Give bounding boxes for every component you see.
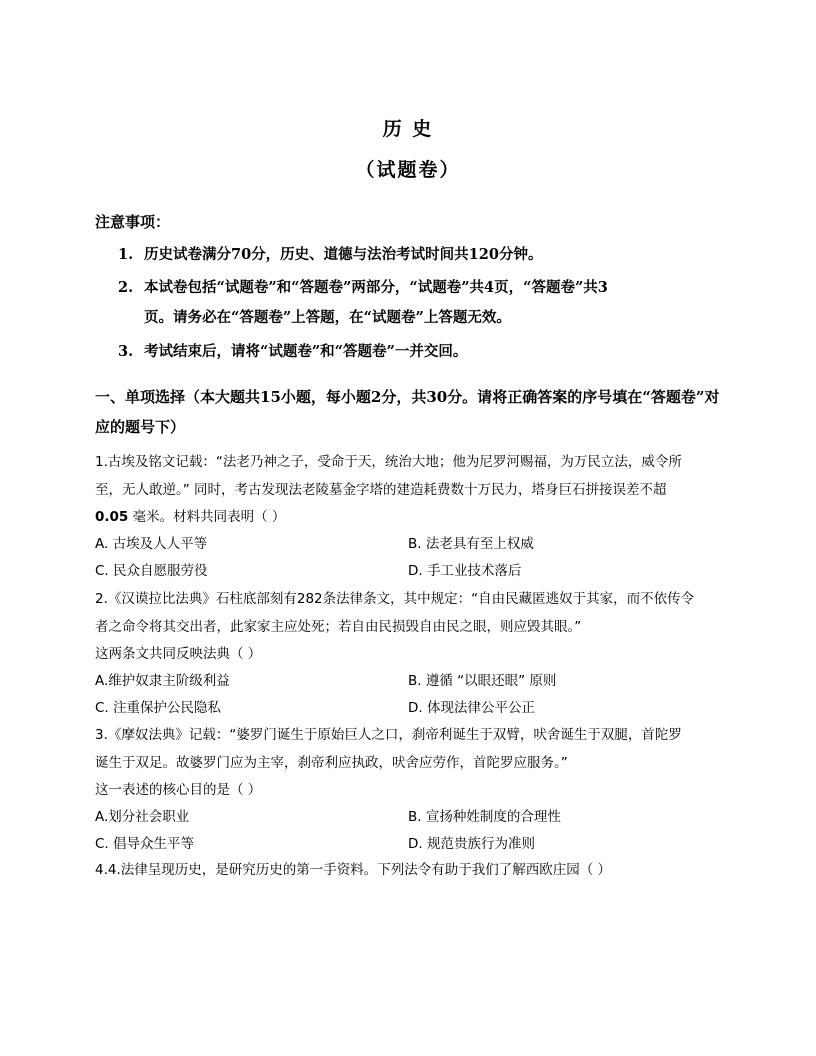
stem-line <box>95 504 725 532</box>
stem-line: 4.4.法律呈现历史，是研究历史的第一手资料。下列法令有助于我们了解西欧庄园（ ） <box>95 862 612 878</box>
question-3-stem <box>95 722 725 805</box>
stem-text: 毫米。材料共同表明（ ） <box>128 509 286 525</box>
stem-line: 2.《汉谟拉比法典》石柱底部刻有282条法律条文，其中规定：“自由民藏匿逃奴于其家，而不依传令 <box>95 591 695 607</box>
option-c[interactable]: C. 民众自愿服劳役 <box>95 563 208 579</box>
option-d[interactable]: D. 手工业技术落后 <box>408 563 522 579</box>
question-2-stem <box>95 586 725 669</box>
note-text: 历史试卷满分70分，历史、道德与法治考试时间共120分钟。 <box>144 246 543 263</box>
note-number: 1. <box>118 246 134 263</box>
question-1-stem <box>95 449 725 532</box>
options-row <box>95 695 725 722</box>
option-b[interactable]: B. 遵循 “以眼还眼” 原则 <box>408 673 557 689</box>
stem-line: 这一表述的核心目的是（ ） <box>95 782 262 798</box>
option-b[interactable]: B. 法老具有至上权威 <box>408 536 534 552</box>
stem-line: 1.古埃及铭文记载：“法老乃神之子，受命于天，统治大地；他为尼罗河赐福，为万民立法，威令所 <box>95 454 682 470</box>
option-a[interactable]: A.维护奴隶主阶级利益 <box>95 673 230 689</box>
question-4-stem <box>95 857 725 885</box>
option-a[interactable]: A. 古埃及人人平等 <box>95 536 208 552</box>
option-b[interactable]: B. 宣扬种姓制度的合理性 <box>408 809 561 825</box>
option-c[interactable]: C. 注重保护公民隐私 <box>95 700 222 716</box>
note-item <box>118 273 738 333</box>
stem-line: 3.《摩奴法典》记载：“婆罗门诞生于原始巨人之口，刹帝利诞生于双臂，吠舍诞生于双腿，首陀罗 <box>95 727 682 743</box>
note-item <box>118 240 738 270</box>
section-heading: 一、单项选择（本大题共15小题，每小题2分，共30分。请将正确答案的序号填在“答题卷”对应的题号下） <box>95 388 720 436</box>
stem-line: 者之命令将其交出者，此家家主应处死；若自由民损毁自由民之眼，则应毁其眼。” <box>95 618 582 635</box>
options-row <box>95 831 725 858</box>
notes-heading: 注意事项： <box>95 213 171 231</box>
note-item <box>118 337 738 367</box>
stem-number: 0.05 <box>95 509 129 525</box>
stem-line: 诞生于双足。故婆罗门应为主宰，刹帝利应执政，吠舍应劳作，首陀罗应服务。” <box>95 754 568 771</box>
option-a[interactable]: A.划分社会职业 <box>95 809 190 825</box>
options-row <box>95 558 725 585</box>
options-row <box>95 531 725 558</box>
option-c[interactable]: C. 倡导众生平等 <box>95 836 195 852</box>
page-title: 历 史 <box>382 118 434 140</box>
note-number: 3. <box>118 343 134 360</box>
note-text-continued: 页。请务必在“答题卷”上答题，在“试题卷”上答题无效。 <box>144 309 511 326</box>
option-d[interactable]: D. 体现法律公平公正 <box>408 700 535 716</box>
stem-line: 这两条文共同反映法典（ ） <box>95 646 262 662</box>
note-number: 2. <box>118 279 134 296</box>
options-row <box>95 668 725 695</box>
option-d[interactable]: D. 规范贵族行为准则 <box>408 836 535 852</box>
note-text: 本试卷包括“试题卷”和“答题卷”两部分，“试题卷”共4页，“答题卷”共3 <box>144 279 608 296</box>
note-text: 考试结束后，请将“试题卷”和“答题卷”一并交回。 <box>144 343 468 360</box>
options-row <box>95 804 725 831</box>
page-subtitle: （试题卷） <box>355 159 461 181</box>
stem-line: 至，无人敢逆。” 同时，考古发现法老陵墓金字塔的建造耗费数十万民力，塔身巨石拼接误差不超 <box>95 481 667 498</box>
